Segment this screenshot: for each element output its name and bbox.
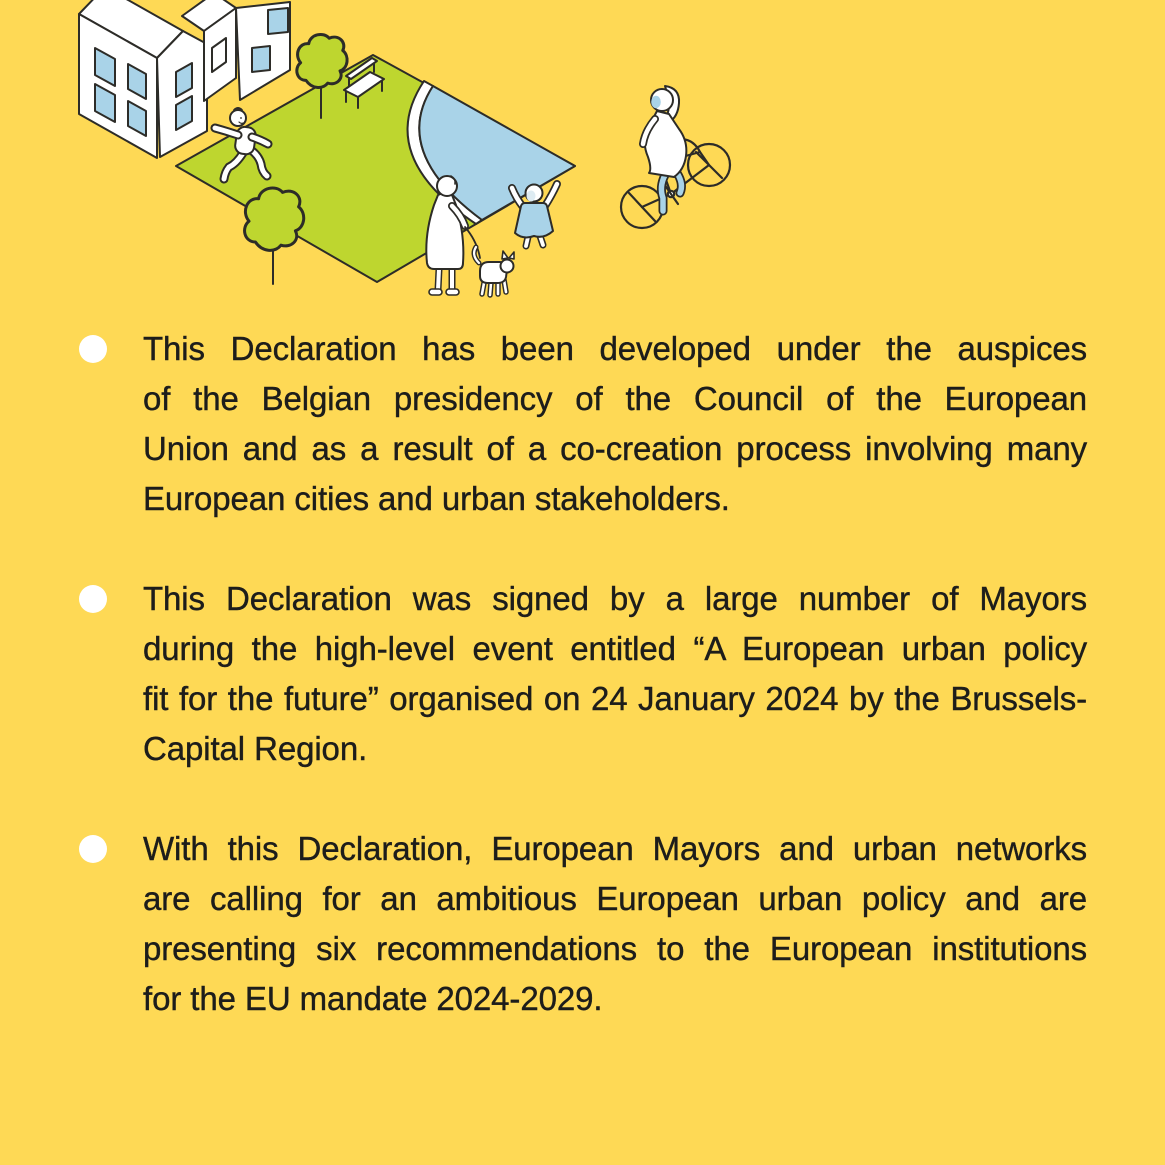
bullet-dot — [79, 835, 107, 863]
bullet-dot — [79, 585, 107, 613]
bullet-text-2 — [143, 574, 1087, 774]
bullet-item-2 — [79, 574, 1087, 774]
text-line: of the Belgian presidency of the Council of the European — [143, 380, 1087, 417]
text-line: presenting six recommendations to the European institutions — [143, 930, 1087, 967]
bullet-text-1 — [143, 324, 1087, 524]
cyclist — [621, 86, 730, 228]
bullet-text-3 — [143, 824, 1087, 1024]
bullet-list — [79, 324, 1087, 1024]
text-line: Union and as a result of a co-creation process involving many — [143, 430, 1087, 467]
text-line: European cities and urban stakeholders. — [143, 480, 730, 517]
text-line: for the EU mandate 2024-2029. — [143, 980, 603, 1017]
bullet-item-3 — [79, 824, 1087, 1024]
park-illustration — [0, 0, 1165, 312]
child-playing — [512, 184, 557, 246]
bullet-dot — [79, 335, 107, 363]
text-line: This Declaration has been developed under the auspices — [143, 330, 1087, 367]
tree-bottom — [245, 188, 304, 284]
text-line: Capital Region. — [143, 730, 368, 767]
text-line: With this Declaration, European Mayors and urban networks — [143, 830, 1087, 867]
text-line: during the high-level event entitled “A European urban policy — [143, 630, 1087, 667]
text-line: fit for the future” organised on 24 January 2024 by the Brussels- — [143, 680, 1087, 717]
rider — [643, 86, 686, 211]
text-line: This Declaration was signed by a large number of Mayors — [143, 580, 1087, 617]
bullet-item-1 — [79, 324, 1087, 524]
text-line: are calling for an ambitious European urban policy and are — [143, 880, 1087, 917]
